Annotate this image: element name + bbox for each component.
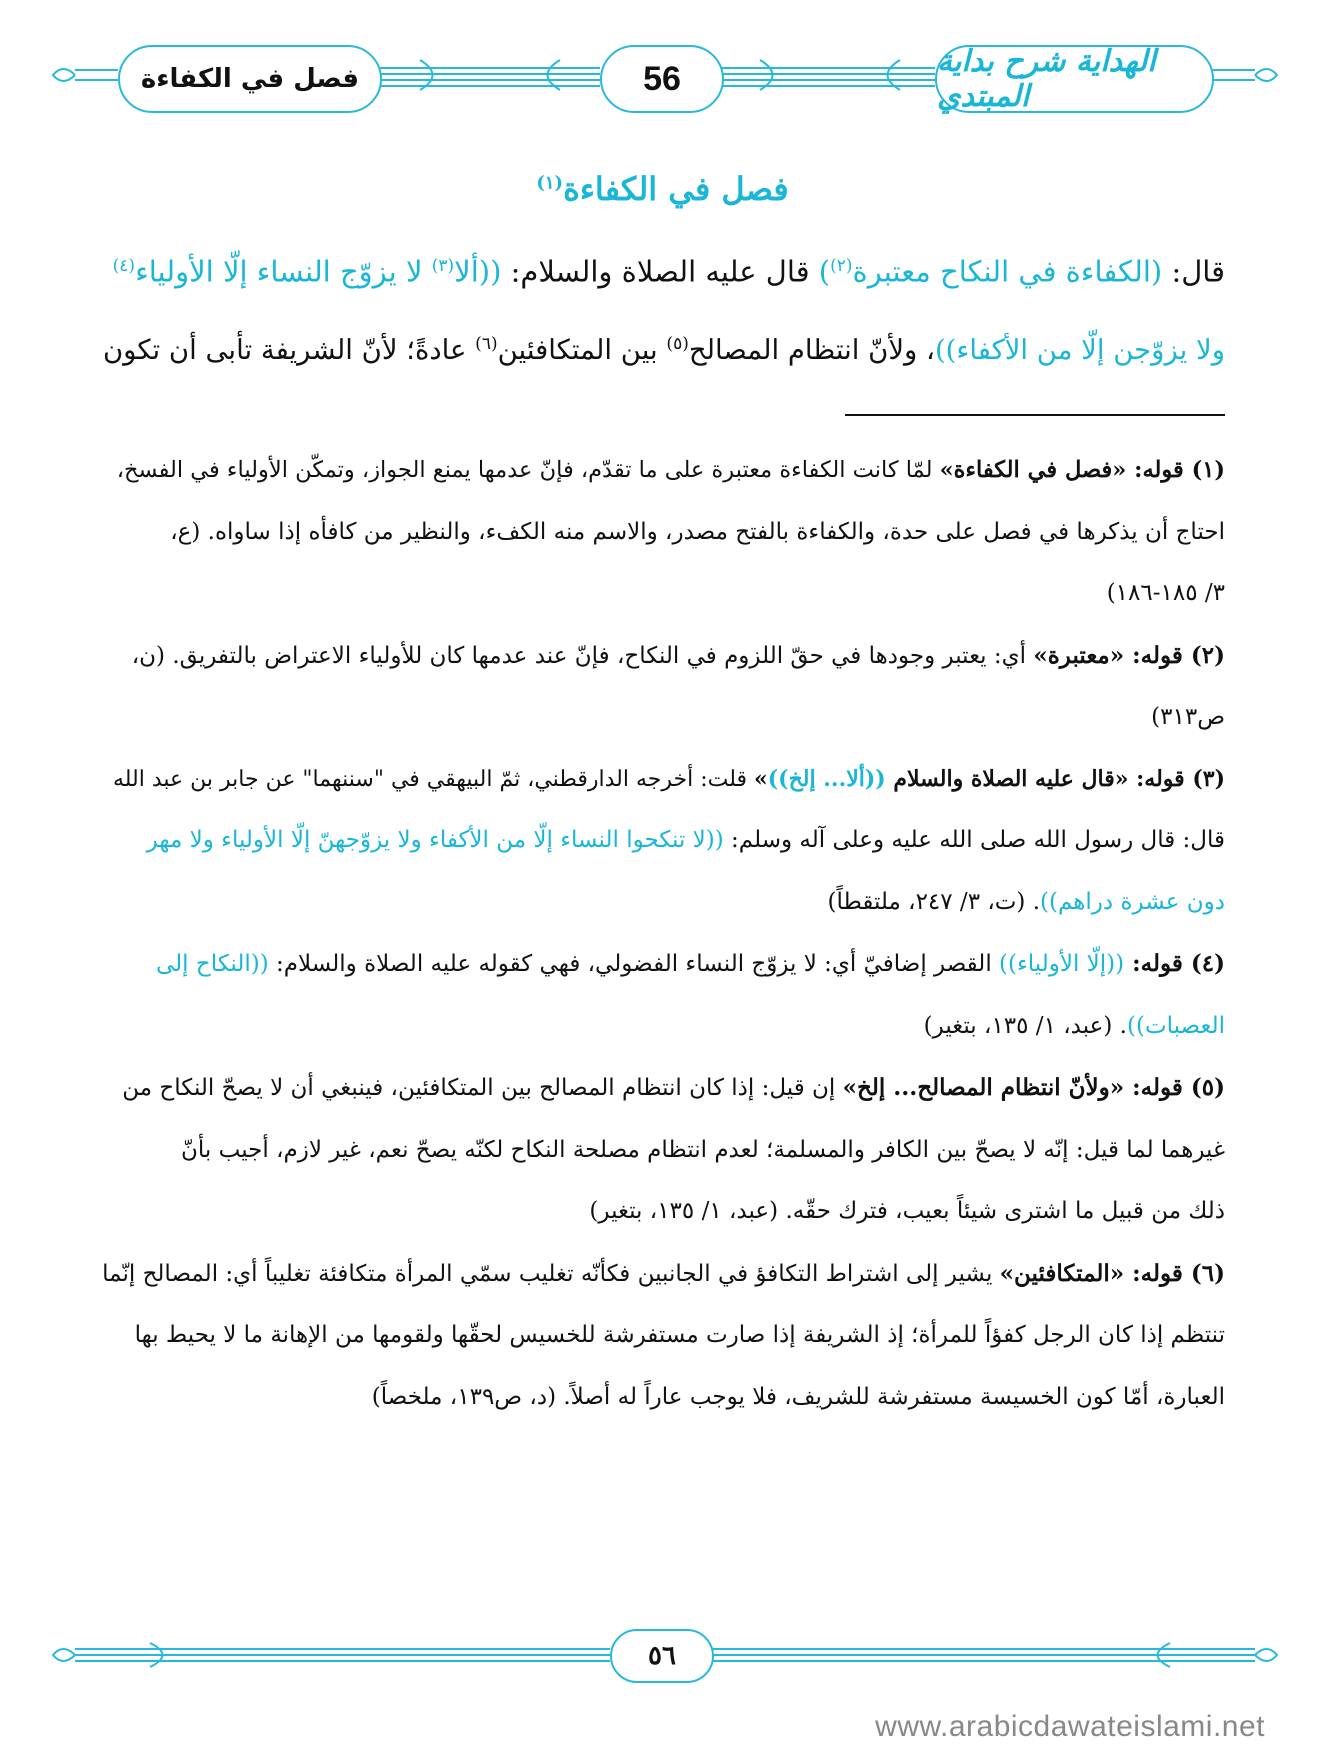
text-run: . (ت، ٣/ ٢٤٧، ملتقطاً) [827, 888, 1041, 915]
text-run: قال عليه الصلاة والسلام: [501, 254, 819, 289]
book-title: الهداية شرح بداية المبتدي [937, 44, 1156, 114]
text-run: . (عبد، ١/ ١٣٥، بتغير) [923, 1012, 1127, 1039]
page-number-box [600, 45, 724, 113]
footnote-label: (٤) قوله: [1124, 950, 1225, 977]
text-run: ، ولأنّ انتظام المصالح [688, 333, 935, 366]
text-run: القصر إضافيّ أي: لا يزوّج النساء الفضولي، فهي كقوله عليه الصلاة والسلام: [268, 951, 1000, 977]
footnote-label: (٣) قوله: [1128, 765, 1225, 792]
text-run: يشير إلى اشتراط التكافؤ في الجانبين فكأنّه تغليب سمّي المرأة متكافئة تغليباً أي: المصالح إنّما [102, 1260, 1000, 1287]
footnote-1-line-3: ٣/ ١٨٥-١٨٦) [1106, 580, 1225, 606]
page-number: 56 [643, 59, 681, 98]
page-footer [0, 1615, 1325, 1760]
hadith-quote: دون عشرة دراهم)) [1040, 888, 1225, 915]
footer-page-number-box [610, 1629, 714, 1683]
footnotes [95, 440, 1225, 1428]
footnote-lemma: » [754, 765, 768, 792]
footnote-1-line-2: احتاج أن يذكرها في فصل على حدة، والكفاءة بالفتح مصدر، والاسم منه الكفء، والنظير من كافأه إذا ساواه. (ع، [170, 518, 1225, 545]
section-heading [100, 170, 1225, 208]
footnote-5-line-1 [95, 1057, 1225, 1120]
hadith-quote: لا يزوّج النساء إلّا الأولياء [135, 254, 432, 289]
matn-quote: (الكفاءة في النكاح معتبرة [852, 254, 1163, 289]
hadith-quote: العصبات)) [1127, 1012, 1225, 1039]
footnote-ref: (٢) [830, 256, 853, 276]
hadith-quote: ((النكاح إلى [156, 951, 269, 977]
text-run: لمّا كانت الكفاءة معتبرة على ما تقدّم، فإنّ عدمها يمنع الجواز، وتمكّن الأولياء في الفسخ، [116, 457, 940, 483]
text-run: عادةً؛ لأنّ الشريفة تأبى أن تكون [102, 333, 476, 366]
matn-quote: ) [818, 254, 831, 289]
footnote-2-line-1 [95, 625, 1225, 688]
footnote-3-line-1 [95, 749, 1225, 811]
footnote-ref: (٥) [666, 333, 689, 354]
footnote-divider [845, 414, 1225, 416]
main-text [100, 170, 1225, 386]
text-run: بين المتكافئين [497, 333, 667, 366]
footnote-label: (١) قوله: [1126, 457, 1225, 483]
page-header [0, 0, 1325, 130]
hadith-quote: ولا يزوّجن إلّا من الأكفاء)) [934, 333, 1225, 366]
main-line-2 [100, 308, 1225, 386]
book-title-box [935, 45, 1214, 113]
footnote-ref: (٣) [431, 256, 455, 276]
footnote-label: (٢) قوله: [1124, 641, 1225, 669]
hadith-quote: ((ألا... إلخ)) [767, 765, 886, 792]
text-run: قال: [1162, 254, 1225, 289]
text-run: إن قيل: إذا كان انتظام المصالح بين المتكافئين، فينبغي أن لا يصحّ النكاح من [122, 1075, 843, 1101]
footnote-2-line-2: ص٣١٣) [1151, 704, 1225, 730]
footer-page-number: ٥٦ [648, 1641, 676, 1671]
footnote-1-line-1 [95, 440, 1225, 502]
footnote-3-line-2 [95, 810, 1225, 872]
website-url: www.arabicdawateislami.net [875, 1710, 1265, 1743]
footnote-lemma: «قال عليه الصلاة والسلام [885, 765, 1129, 792]
footnote-3-line-3 [95, 872, 1225, 934]
footnote-ref: (١) [536, 172, 564, 194]
footnote-lemma: «فصل في الكفاءة» [939, 457, 1127, 483]
text-run: قال: قال رسول الله صلى الله عليه وعلى آله وسلم: [723, 827, 1225, 853]
hadith-quote: ((لا تنكحوا النساء إلّا من الأكفاء ولا يزوّجهنّ إلّا الأولياء ولا مهر [146, 827, 724, 853]
chapter-title: فصل في الكفاءة [140, 64, 360, 94]
hadith-quote: ((ألا [454, 254, 502, 289]
footnote-5-line-2: غيرهما لما قيل: إنّه لا يصحّ بين الكافر والمسلمة؛ لعدم انتظام مصلحة النكاح لكنّه يصحّ نعم، غير لازم، أجيب بأنّ [181, 1136, 1225, 1163]
chapter-title-box [118, 45, 382, 113]
text-run: أي: يعتبر وجودها في حقّ اللزوم في النكاح، فإنّ عند عدمها كان للأولياء الاعتراض بالتفريق. (ن، [131, 642, 1034, 669]
footnote-ref: (٦) [475, 333, 498, 354]
footnote-label: (٦) قوله: [1124, 1259, 1225, 1287]
text-run: قلت: أخرجه الدارقطني، ثمّ البيهقي في "سننهما" عن جابر بن عبد الله [112, 766, 755, 792]
footnote-6-line-1 [95, 1243, 1225, 1306]
footnote-ref: (٤) [112, 256, 136, 276]
footnote-6-line-2: تنتظم إذا كان الرجل كفؤاً للمرأة؛ إذ الشريفة إذا صارت مستفرشة للخسيس لحقّها ولقومها من الإهانة ما لا يحيط بها [134, 1322, 1225, 1348]
footnote-label: (٥) قوله: [1124, 1074, 1225, 1101]
main-line-1 [100, 230, 1225, 308]
section-heading-text: فصل في الكفاءة [563, 170, 789, 208]
footnote-lemma: «المتكافئين» [999, 1259, 1125, 1287]
footnote-lemma: «معتبرة» [1033, 641, 1125, 669]
footnote-4-line-2 [95, 996, 1225, 1058]
footnote-4-line-1 [95, 933, 1225, 996]
footnote-5-line-3: ذلك من قبيل ما اشترى شيئاً بعيب، فترك حقّه. (عبد، ١/ ١٣٥، بتغير) [589, 1198, 1225, 1224]
footnote-lemma: «ولأنّ انتظام المصالح... إلخ» [842, 1074, 1125, 1101]
hadith-quote: ((إلّا الأولياء)) [999, 951, 1125, 977]
footnote-6-line-3: العبارة، أمّا كون الخسيسة مستفرشة للشريف، فلا يوجب عاراً له أصلاً. (د، ص١٣٩، ملخصاً) [371, 1383, 1225, 1410]
